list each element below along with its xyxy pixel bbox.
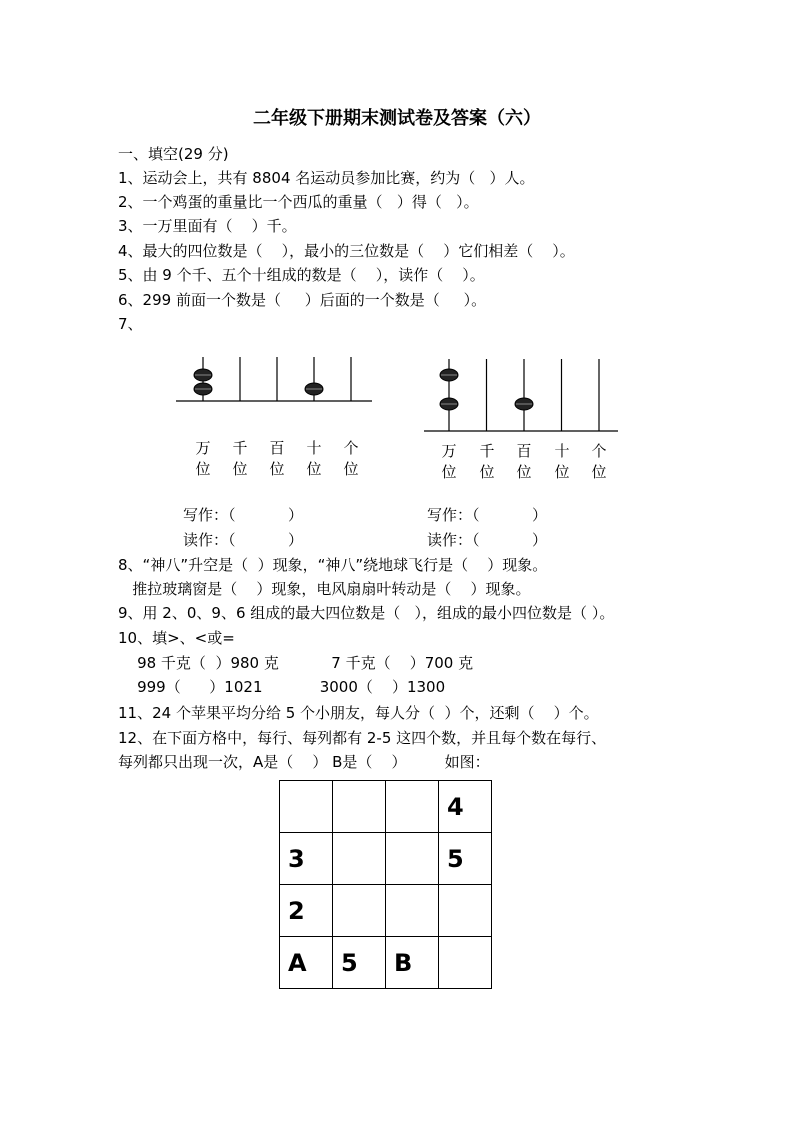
label-ge: 个: [591, 442, 607, 460]
abacus-2: [424, 354, 624, 436]
question-6: 6、299 前面一个数是（ ）后面的一个数是（ ）。: [118, 291, 487, 309]
question-12-continued: 每列都只出现一次，A是（ ） B是（ ） 如图：: [118, 753, 490, 771]
question-5: 5、由 9 个千、五个十组成的数是（ ），读作（ ）。: [118, 266, 485, 284]
question-4: 4、最大的四位数是（ ），最小的三位数是（ ）它们相差（ ）。: [118, 242, 575, 260]
question-8: 8、“神八”升空是（ ）现象，“神八”绕地球飞行是（ ）现象。: [118, 556, 548, 574]
grid-cell: [386, 781, 439, 833]
grid-cell: [333, 833, 386, 885]
grid-cell: 3: [280, 833, 333, 885]
abacus-1: [176, 352, 376, 412]
page-title: 二年级下册期末测试卷及答案（六）: [253, 108, 541, 129]
grid-cell: 2: [280, 885, 333, 937]
label-wan: 万: [441, 442, 457, 460]
question-12: 12、在下面方格中，每行、每列都有 2-5 这四个数，并且每个数在每行、: [118, 729, 607, 747]
section-heading: 一、填空(29 分): [118, 145, 229, 163]
grid-cell: 5: [333, 937, 386, 989]
question-10: 10、填>、<或=: [118, 629, 235, 647]
grid-cell: [439, 937, 492, 989]
label-wei: 位: [232, 460, 248, 478]
question-3: 3、一万里面有（ ）千。: [118, 217, 297, 235]
label-wei: 位: [591, 463, 607, 481]
label-shi: 十: [554, 442, 570, 460]
label-wei: 位: [269, 460, 285, 478]
label-qian: 千: [479, 442, 495, 460]
grid-cell: [386, 833, 439, 885]
question-10-row-1: 98 千克（ ）980 克 7 千克（ ）700 克: [118, 654, 474, 672]
grid-cell: [439, 885, 492, 937]
label-bai: 百: [269, 439, 285, 457]
grid-cell: [333, 781, 386, 833]
label-wei: 位: [516, 463, 532, 481]
abacus-2-drawing: [424, 354, 624, 436]
label-wei: 位: [195, 460, 211, 478]
label-ge: 个: [343, 439, 359, 457]
label-wan: 万: [195, 439, 211, 457]
label-wei: 位: [343, 460, 359, 478]
grid-cell: [280, 781, 333, 833]
grid-cell: 4: [439, 781, 492, 833]
label-wei: 位: [306, 460, 322, 478]
label-wei: 位: [479, 463, 495, 481]
label-shi: 十: [306, 439, 322, 457]
read-answer-2: 读作：（ ）: [427, 531, 547, 549]
question-8-continued: 推拉玻璃窗是（ ）现象，电风扇扇叶转动是（ ）现象。: [118, 580, 531, 598]
label-bai: 百: [516, 442, 532, 460]
grid-cell: [333, 885, 386, 937]
abacus-1-drawing: [176, 352, 376, 412]
question-11: 11、24 个苹果平均分给 5 个小朋友，每人分（ ）个，还剩（ ）个。: [118, 704, 599, 722]
number-grid: [279, 780, 492, 989]
label-wei: 位: [554, 463, 570, 481]
question-10-row-2: 999（ ）1021 3000（ ）1300: [118, 678, 446, 696]
question-1: 1、运动会上，共有 8804 名运动员参加比赛，约为（ ）人。: [118, 169, 535, 187]
grid-cell: 5: [439, 833, 492, 885]
question-7: 7、: [118, 315, 143, 333]
label-qian: 千: [232, 439, 248, 457]
grid-cell: B: [386, 937, 439, 989]
write-answer-2: 写作：（ ）: [427, 506, 547, 524]
question-9: 9、用 2、0、9、6 组成的最大四位数是（ ），组成的最小四位数是（ ）。: [118, 604, 615, 622]
write-answer-1: 写作：（ ）: [183, 506, 303, 524]
read-answer-1: 读作：（ ）: [183, 531, 303, 549]
grid-cell: A: [280, 937, 333, 989]
question-2: 2、一个鸡蛋的重量比一个西瓜的重量（ ）得（ ）。: [118, 193, 479, 211]
label-wei: 位: [441, 463, 457, 481]
grid-cell: [386, 885, 439, 937]
